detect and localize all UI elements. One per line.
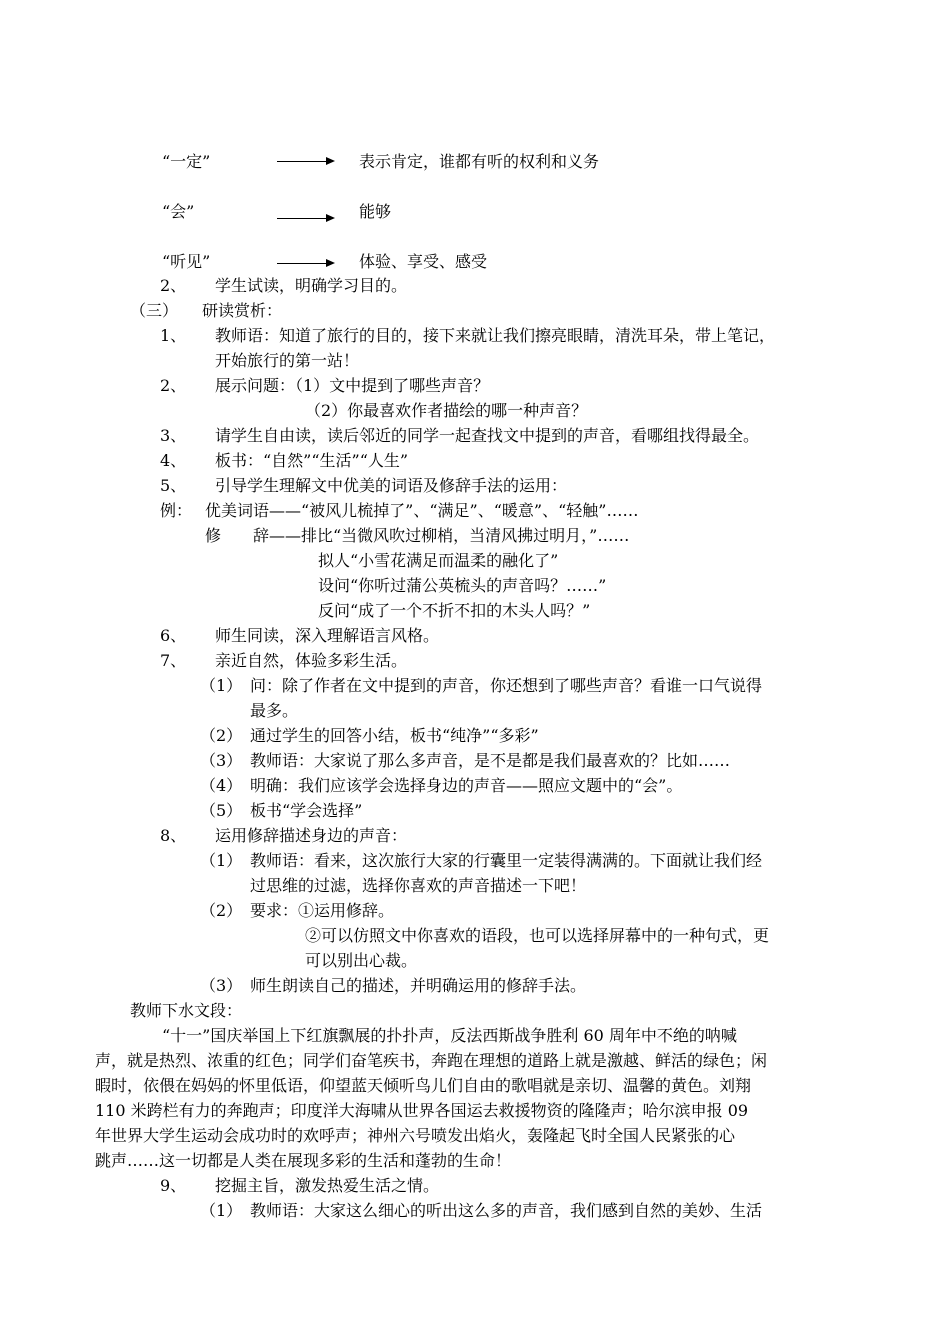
item-number: 2、 — [160, 376, 187, 395]
arrow-right-icon — [277, 218, 333, 219]
subitem-number: （2） — [200, 726, 243, 745]
item-text: 挖掘主旨，激发热爱生活之情。 — [215, 1176, 440, 1195]
item-text: 开始旅行的第一站！ — [215, 351, 360, 370]
subitem-text: 要求：①运用修辞。 — [250, 901, 395, 920]
subitem-text: 通过学生的回答小结，板书“纯净”“多彩” — [250, 726, 539, 745]
arrow-right-icon — [277, 263, 333, 264]
subitem-number: （1） — [200, 676, 243, 695]
subitem-number: （1） — [200, 851, 243, 870]
item-text: 展示问题：（1）文中提到了哪些声音？ — [215, 376, 490, 395]
example-text: 修 辞——排比“当微风吹过柳梢，当清风拂过明月，”…… — [205, 526, 630, 545]
subitem-text: 教师语：大家这么细心的听出这么多的声音，我们感到自然的美妙、生活 — [250, 1201, 763, 1220]
item-text: 引导学生理解文中优美的词语及修辞手法的运用： — [215, 476, 568, 495]
item-text: 运用修辞描述身边的声音： — [215, 826, 408, 845]
model-paragraph-label: 教师下水文段： — [130, 1001, 243, 1020]
item-number: 5、 — [160, 476, 187, 495]
subitem-number: （3） — [200, 751, 243, 770]
subitem-number: （3） — [200, 976, 243, 995]
model-paragraph-line: “十一”国庆举国上下红旗飘展的扑扑声，反法西斯战争胜利 60 周年中不绝的呐喊 — [162, 1026, 737, 1045]
item-text: 请学生自由读，读后邻近的同学一起查找文中提到的声音，看哪组找得最全。 — [215, 426, 760, 445]
example-text: 优美词语——“被风儿梳掉了”、“满足”、“暖意”、“轻触”…… — [205, 501, 639, 520]
word-map-term: “听见” — [162, 252, 211, 271]
word-map-meaning: 能够 — [359, 202, 392, 221]
item-number: 6、 — [160, 626, 187, 645]
item-number: 2、 — [160, 276, 187, 295]
item-number: 4、 — [160, 451, 187, 470]
item-number: 9、 — [160, 1176, 187, 1195]
word-map-meaning: 体验、享受、感受 — [359, 252, 488, 271]
example-text: 设问“你听过蒲公英梳头的声音吗？……” — [318, 576, 607, 595]
item-number: 7、 — [160, 651, 187, 670]
item-number: 1、 — [160, 326, 187, 345]
model-paragraph-line: 110 米跨栏有力的奔跑声；印度洋大海啸从世界各国运去救援物资的隆隆声；哈尔滨申报 09 — [95, 1101, 749, 1120]
word-map-term: “一定” — [162, 152, 211, 171]
item-text: 亲近自然，体验多彩生活。 — [215, 651, 408, 670]
item-number: 3、 — [160, 426, 187, 445]
example-text: 反问“成了一个不折不扣的木头人吗？” — [318, 601, 591, 620]
subitem-text: 过思维的过滤，选择你喜欢的声音描述一下吧！ — [250, 876, 587, 895]
example-label: 例： — [160, 501, 193, 520]
item-number: 8、 — [160, 826, 187, 845]
item-text: （2）你最喜欢作者描绘的哪一种声音？ — [305, 401, 588, 420]
subitem-text: 板书“学会选择” — [250, 801, 363, 820]
model-paragraph-line: 声，就是热烈、浓重的红色；同学们奋笔疾书，奔跑在理想的道路上就是激越、鲜活的绿色；闲 — [95, 1051, 768, 1070]
item-text: 板书：“自然”“生活”“人生” — [215, 451, 409, 470]
subitem-text: 问：除了作者在文中提到的声音，你还想到了哪些声音？看谁一口气说得 — [250, 676, 763, 695]
subitem-number: （4） — [200, 776, 243, 795]
model-paragraph-line: 年世界大学生运动会成功时的欢呼声；神州六号喷发出焰火，轰隆起飞时全国人民紧张的心 — [95, 1126, 736, 1145]
example-text: 拟人“小雪花满足而温柔的融化了” — [318, 551, 559, 570]
subitem-text: 教师语：大家说了那么多声音，是不是都是我们最喜欢的？比如…… — [250, 751, 731, 770]
item-text: 学生试读，明确学习目的。 — [215, 276, 408, 295]
model-paragraph-line: 暇时，依偎在妈妈的怀里低语，仰望蓝天倾听鸟儿们自由的歌唱就是亲切、温馨的黄色。刘翔 — [95, 1076, 752, 1095]
subitem-text: 最多。 — [250, 701, 299, 720]
subitem-text: 可以别出心裁。 — [305, 951, 418, 970]
arrow-right-icon — [277, 161, 333, 162]
subitem-text: 明确：我们应该学会选择身边的声音——照应文题中的“会”。 — [250, 776, 683, 795]
subitem-number: （1） — [200, 1201, 243, 1220]
subitem-text: 师生朗读自己的描述，并明确运用的修辞手法。 — [250, 976, 587, 995]
subitem-number: （5） — [200, 801, 243, 820]
item-text: 师生同读，深入理解语言风格。 — [215, 626, 440, 645]
subitem-text: ②可以仿照文中你喜欢的语段，也可以选择屏幕中的一种句式，更 — [305, 926, 770, 945]
subitem-number: （2） — [200, 901, 243, 920]
model-paragraph-line: 跳声……这一切都是人类在展现多彩的生活和蓬勃的生命！ — [95, 1151, 512, 1170]
subitem-text: 教师语：看来，这次旅行大家的行囊里一定装得满满的。下面就让我们经 — [250, 851, 763, 870]
word-map-meaning: 表示肯定，谁都有听的权利和义务 — [359, 152, 600, 171]
section-heading: （三） 研读赏析： — [130, 301, 283, 320]
item-text: 教师语：知道了旅行的目的，接下来就让我们擦亮眼睛，清洗耳朵，带上笔记， — [215, 326, 776, 345]
word-map-term: “会” — [162, 202, 195, 221]
